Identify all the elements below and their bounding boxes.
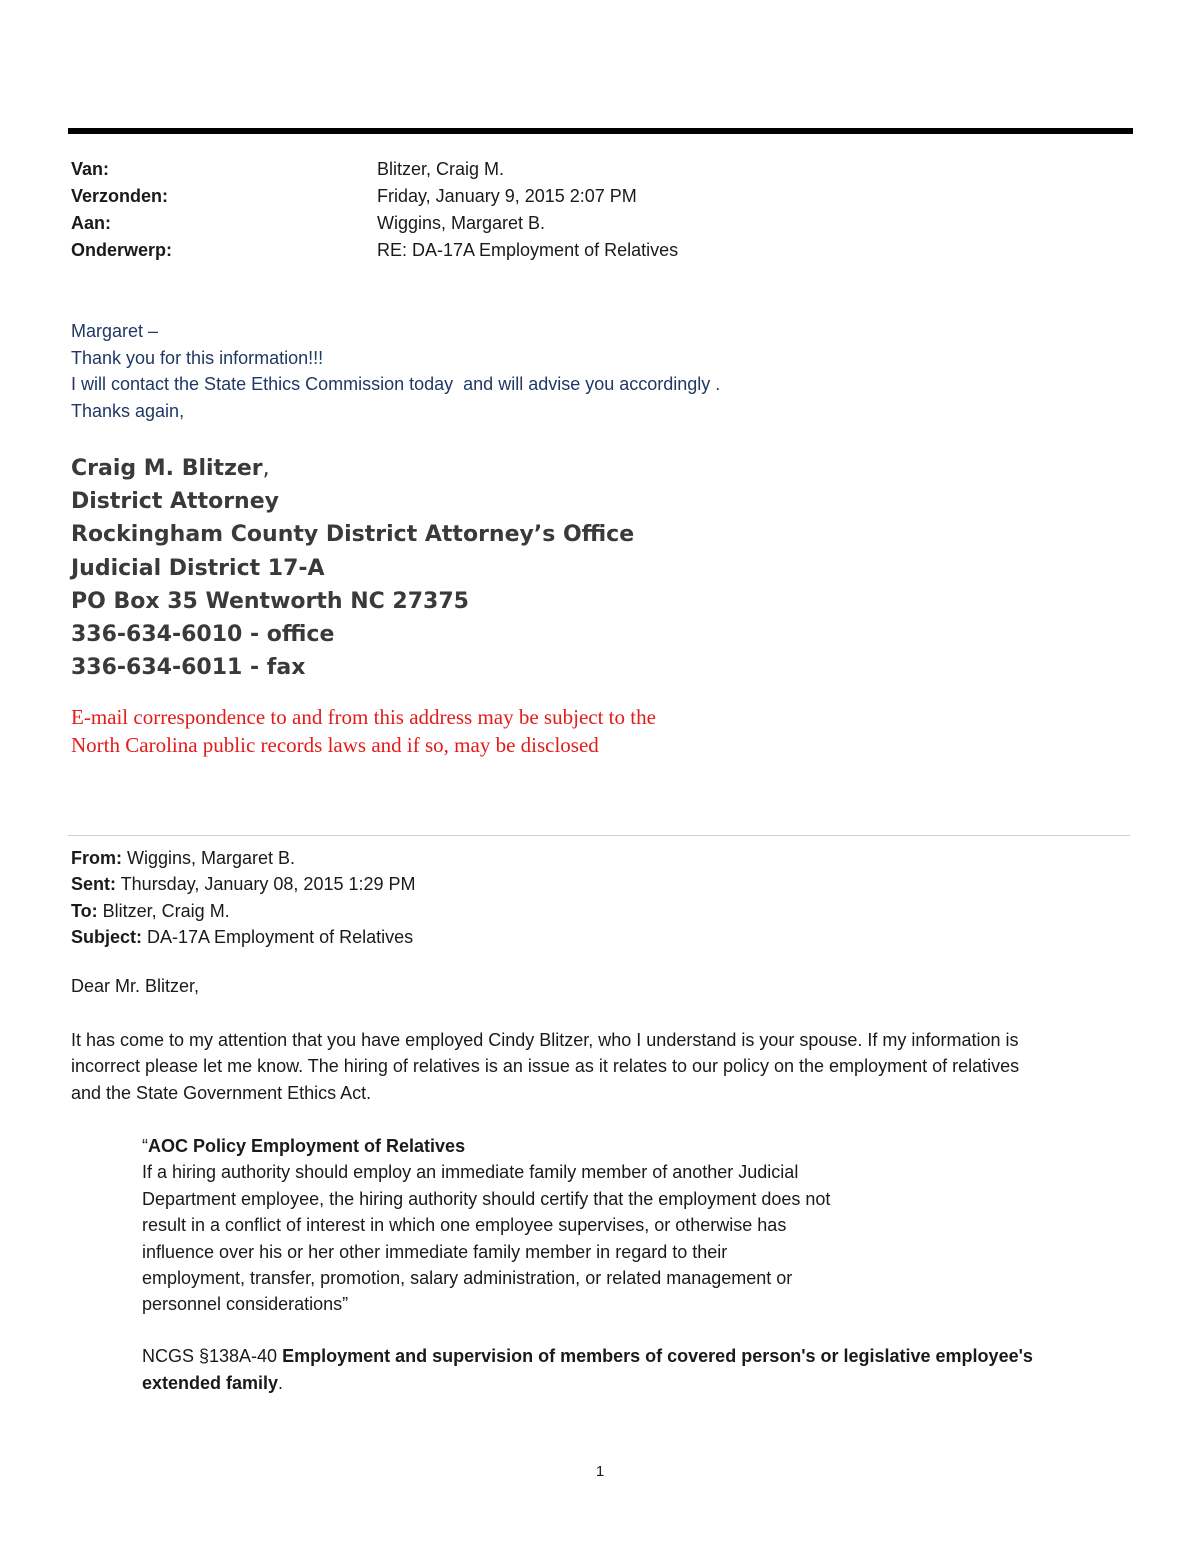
orig-from-value: Wiggins, Margaret B. (122, 848, 296, 868)
sent-label: Verzonden: (71, 186, 169, 206)
orig-sent-value: Thursday, January 08, 2015 1:29 PM (116, 874, 416, 895)
reply-line: Margaret – (71, 321, 159, 341)
page-number: 1 (595, 1463, 605, 1480)
paragraph-line: and the State Government Ethics Act. (71, 1082, 372, 1103)
sent-value: Friday, January 9, 2015 2:07 PM (377, 186, 637, 206)
to-label: Aan: (71, 213, 111, 233)
quote-line: result in a conflict of interest in which one employee supervises, or otherwise has (142, 1215, 787, 1236)
signature-fax: 336-634-6011 - fax (71, 655, 306, 681)
from-value: Blitzer, Craig M. (377, 159, 505, 179)
paragraph-line: It has come to my attention that you have employed Cindy Blitzer, who I understand is your spouse. If my information is (71, 1030, 1019, 1050)
ncgs-suffix: . (278, 1373, 284, 1393)
quoted-message-divider (68, 835, 1130, 836)
disclaimer-line-2: North Carolina public records laws and if so, may be disclosed (71, 732, 599, 757)
quote-line: influence over his or her other immediate family member in regard to their (142, 1241, 728, 1262)
signature-title: District Attorney (71, 489, 279, 515)
disclaimer-line-1: E-mail correspondence to and from this address may be subject to the (71, 705, 656, 729)
signature-phone: 336-634-6010 - office (71, 622, 335, 648)
signature-comma: , (262, 456, 270, 481)
orig-subject-value: DA-17A Employment of Relatives (142, 926, 414, 947)
quote-open-mark: “ (142, 1136, 148, 1156)
orig-from-label: From: (71, 848, 122, 868)
body-paragraph (71, 1027, 1131, 1106)
quote-line: employment, transfer, promotion, salary administration, or related management or (142, 1268, 793, 1289)
signature-office: Rockingham County District Attorney’s Office (71, 522, 635, 548)
subject-label: Onderwerp: (71, 240, 173, 260)
ncgs-citation (142, 1343, 1033, 1397)
orig-to-label: To: (71, 900, 98, 921)
signature-district: Judicial District 17-A (71, 555, 325, 581)
ncgs-title-line-2: extended family (142, 1373, 279, 1393)
reply-line: Thank you for this information!!! (71, 347, 324, 368)
quote-title: AOC Policy Employment of Relatives (148, 1136, 466, 1156)
greeting: Dear Mr. Blitzer, (71, 976, 200, 996)
ncgs-title-line-1: Employment and supervision of members of covered person's or legislative employee's (282, 1346, 1033, 1366)
orig-sent-label: Sent: (71, 874, 116, 895)
reply-line: I will contact the State Ethics Commission today and will advise you accordingly . (71, 374, 721, 394)
orig-subject-label: Subject: (71, 926, 143, 947)
paragraph-line: incorrect please let me know. The hiring of relatives is an issue as it relates to our policy on the employment of relatives (71, 1056, 1020, 1077)
reply-message (71, 318, 720, 424)
signature-name: Craig M. Blitzer (71, 456, 263, 481)
to-value: Wiggins, Margaret B. (377, 213, 546, 233)
signature-name-line (71, 452, 634, 485)
quote-line: If a hiring authority should employ an immediate family member of another Judicial (142, 1162, 799, 1183)
orig-to-value: Blitzer, Craig M. (97, 900, 230, 921)
reply-line: Thanks again, (71, 400, 185, 421)
from-label: Van: (71, 159, 110, 179)
quote-line: personnel considerations” (142, 1294, 349, 1315)
signature-address: PO Box 35 Wentworth NC 27375 (71, 588, 469, 614)
public-records-disclaimer (71, 704, 656, 759)
ncgs-prefix: NCGS §138A-40 (142, 1346, 283, 1366)
signature-block (71, 452, 634, 684)
subject-value: RE: DA-17A Employment of Relatives (377, 240, 679, 260)
header-divider (68, 128, 1133, 134)
quote-line: Department employee, the hiring authority should certify that the employment does not (142, 1188, 831, 1209)
quoted-message-header (71, 845, 416, 950)
policy-quote (142, 1133, 830, 1318)
